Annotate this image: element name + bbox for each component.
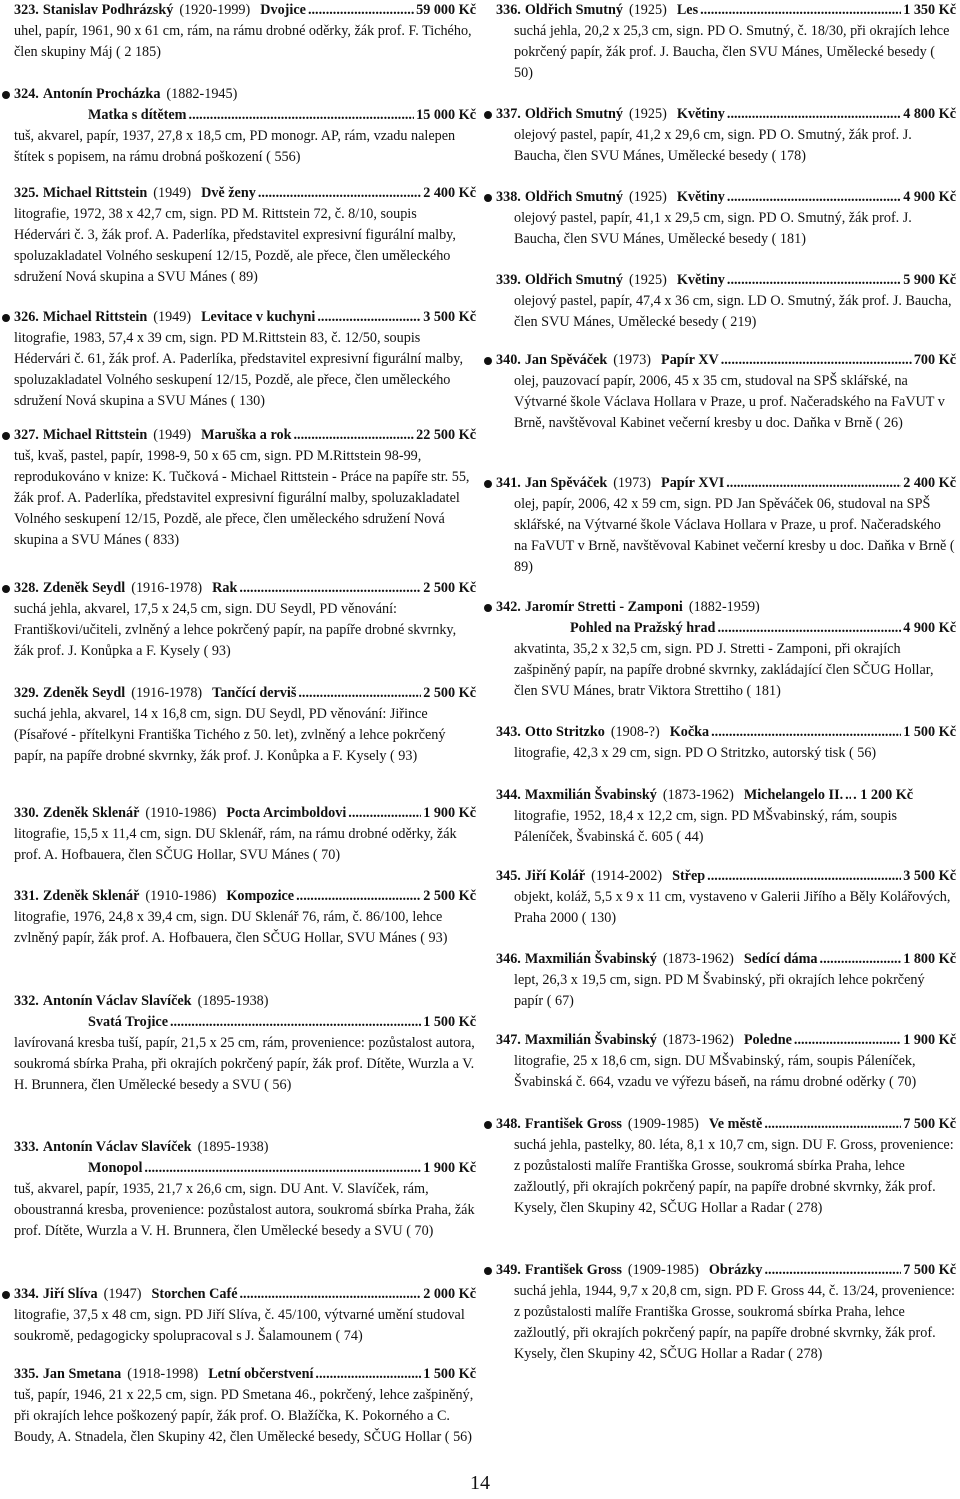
lot-description: lept, 26,3 x 19,5 cm, sign. PD M Švabinský, při okrajích lehce pokrčený papír ( 67)	[514, 972, 925, 1009]
catalog-entry	[14, 307, 476, 412]
entry-heading	[496, 473, 956, 494]
lot-price: 3 500 Kč	[423, 309, 476, 325]
lot-price: 2 400 Kč	[903, 475, 956, 491]
lot-price: 4 800 Kč	[903, 106, 956, 122]
artist-name: Jiří Kolář	[524, 868, 586, 884]
catalog-entry	[496, 350, 956, 434]
entry-heading	[496, 597, 956, 618]
catalog-entry	[14, 991, 476, 1096]
catalog-entry	[14, 84, 476, 168]
artist-name: Oldřich Smutný	[524, 272, 623, 288]
dot-leader	[296, 886, 421, 907]
dot-leader	[240, 1284, 422, 1305]
lot-description: suchá jehla, akvarel, 17,5 x 24,5 cm, sign. DU Seydl, PD věnování: Františkovi/učiteli, zvlněný a lehce pokrčený papír, na papíře drobné skvrnky, žák prof. J. Konůpka a F. Kysely ( 93)	[14, 601, 457, 659]
lot-description: olejový pastel, papír, 41,2 x 29,6 cm, sign. PD O. Smutný, žák prof. J. Baucha, člen SVU Mánes, Umělecké besedy ( 178)	[514, 127, 912, 164]
lot-price: 15 000 Kč	[416, 107, 476, 123]
dot-leader	[707, 866, 901, 887]
artwork-title: Poledne	[743, 1032, 792, 1048]
lot-number: 330.	[14, 805, 39, 821]
lot-description: litografie, 25 x 18,6 cm, sign. DU MŠvabinský, rám, soupis Páleníček, Švabinská č. 664, vzadu ve výřezu báseň, na rámu drobné oděrky ( 70)	[514, 1053, 917, 1090]
dot-leader	[726, 473, 901, 494]
artist-dates: (1910-1986)	[145, 805, 217, 821]
artist-name: František Gross	[524, 1116, 622, 1132]
catalog-entry	[14, 1137, 476, 1242]
lot-number: 343.	[496, 724, 521, 740]
marker-dot-icon	[2, 314, 10, 322]
artist-name: Jan Spěváček	[524, 352, 608, 368]
lot-number: 341.	[496, 475, 521, 491]
lot-price: 1 500 Kč	[423, 1014, 476, 1030]
artist-dates: (1873-1962)	[662, 787, 734, 803]
dot-leader	[711, 722, 901, 743]
lot-price: 3 500 Kč	[903, 868, 956, 884]
artist-dates: (1916-1978)	[131, 685, 203, 701]
catalog-entry	[14, 1364, 476, 1448]
lot-number: 323.	[14, 2, 39, 18]
dot-leader	[298, 683, 421, 704]
lot-description: olejový pastel, papír, 47,4 x 36 cm, sign. LD O. Smutný, žák prof. J. Baucha, člen SVU Mánes, Umělecké besedy ( 219)	[514, 293, 952, 330]
artwork-title: Ve městě	[708, 1116, 763, 1132]
artwork-title: Michelangelo II.	[743, 787, 844, 803]
lot-number: 325.	[14, 185, 39, 201]
artist-dates: (1914-2002)	[591, 868, 663, 884]
artist-dates: (1949)	[153, 185, 192, 201]
lot-description: litografie, 1976, 24,8 x 39,4 cm, sign. DU Sklenář 76, rám, č. 86/100, lehce zvlněný papír, žák prof. A. Hofbauera, člen SČUG Hollar, SVU Mánes ( 93)	[14, 909, 448, 946]
marker-dot-icon	[484, 1267, 492, 1275]
artist-name: Antonín Václav Slavíček	[42, 993, 192, 1009]
artist-name: Michael Rittstein	[42, 185, 148, 201]
artist-dates: (1947)	[103, 1286, 142, 1302]
marker-dot-icon	[2, 91, 10, 99]
artwork-title: Storchen Café	[151, 1286, 238, 1302]
lot-number: 340.	[496, 352, 521, 368]
artwork-title: Sedící dáma	[743, 951, 818, 967]
lot-number: 329.	[14, 685, 39, 701]
lot-price: 2 500 Kč	[423, 580, 476, 596]
artist-name: Zdeněk Sklenář	[42, 888, 140, 904]
marker-dot-icon	[2, 432, 10, 440]
dot-leader	[845, 785, 851, 806]
lot-description: litografie, 1983, 57,4 x 39 cm, sign. PD M.Rittstein 83, č. 12/50, soupis Hédervári č. 61, žák prof. A. Paderlíka, představitel expresivní figurální malby, spoluzakladatel Volného seskupení 12/15, Pozdě, ale přece, člen uměleckého sdružení Nová skupina a SVU Mánes ( 130)	[14, 330, 463, 409]
artist-dates: (1925)	[628, 106, 667, 122]
lot-description: olej, pauzovací papír, 2006, 45 x 35 cm, studoval na SPŠ sklářské, na Výtvarné škole Václava Hollara v Praze, u prof. Načeradského na FaVUT v Brně, navštěvoval Kabinet večerní kresby u doc. Daňka v Brně ( 26)	[514, 373, 945, 431]
dot-leader	[727, 104, 901, 125]
catalog-entry	[496, 0, 956, 84]
artist-name: Oldřich Smutný	[524, 2, 623, 18]
lot-price: 7 500 Kč	[903, 1262, 956, 1278]
entry-heading	[14, 803, 476, 824]
artist-dates: (1882-1945)	[166, 86, 238, 102]
entry-heading	[496, 1114, 956, 1135]
lot-description: tuš, papír, 1946, 21 x 22,5 cm, sign. PD Smetana 46., pokrčený, lehce zašpiněný, při okrajích lehce poškozený papír, žák prof. O. Blažíčka, K. Pokorného a C. Boudy, A. Stnadela, člen Skupiny 42, člen Umělecké besedy, SČUG Hollar ( 56)	[14, 1387, 474, 1445]
artist-dates: (1925)	[628, 189, 667, 205]
lot-price: 22 500 Kč	[416, 427, 476, 443]
lot-price: 2 500 Kč	[423, 888, 476, 904]
entry-heading	[14, 425, 476, 446]
entry-heading	[496, 1260, 956, 1281]
artist-name: Jiří Slíva	[42, 1286, 98, 1302]
lot-description: tuš, akvarel, papír, 1937, 27,8 x 18,5 cm, PD monogr. AP, rám, vzadu nalepen štítek s popisem, na rámu drobná poškození ( 556)	[14, 128, 456, 165]
lot-price: 4 900 Kč	[903, 189, 956, 205]
lot-description: litografie, 1952, 18,4 x 12,2 cm, sign. PD MŠvabinský, rám, soupis Páleníček, Švabinská č. 605 ( 44)	[514, 808, 898, 845]
lot-description: tuš, akvarel, papír, 1935, 21,7 x 26,6 cm, sign. DU Ant. V. Slavíček, rám, oboustranná kresba, provenience: pozůstalost autora, soukromá sbírka Praha, žák prof. Dítěte, Wurzla a V. H. Brunnera, člen Umělecké besedy a SVU ( 70)	[14, 1181, 475, 1239]
entry-heading	[496, 722, 956, 743]
lot-number: 347.	[496, 1032, 521, 1048]
artwork-title: Dvojice	[260, 2, 306, 18]
lot-price: 1 500 Kč	[903, 724, 956, 740]
entry-heading	[14, 578, 476, 599]
artwork-title: Tančící derviš	[212, 685, 297, 701]
dot-leader	[764, 1114, 901, 1135]
lot-description: suchá jehla, akvarel, 14 x 16,8 cm, sign. DU Seydl, PD věnování: Jiřince (Písařové - přítelkyni Františka Tichého z 50. let), zvlněný a lehce pokrčený papír, na papíře drobné skvrnky, žák prof. J. Konůpka a F. Kysely ( 93)	[14, 706, 446, 764]
lot-number: 344.	[496, 787, 521, 803]
entry-heading	[14, 991, 476, 1012]
artist-name: Jan Spěváček	[524, 475, 608, 491]
lot-number: 348.	[496, 1116, 521, 1132]
catalog-entry	[496, 866, 956, 929]
catalog-entry	[496, 597, 956, 702]
dot-leader	[820, 949, 902, 970]
artist-dates: (1973)	[613, 352, 652, 368]
artwork-title: Květiny	[676, 189, 725, 205]
artwork-title: Papír XVI	[661, 475, 725, 491]
entry-heading	[14, 307, 476, 328]
entry-heading	[496, 785, 956, 806]
catalog-entry	[496, 949, 956, 1012]
artist-name: Zdeněk Sklenář	[42, 805, 140, 821]
lot-price: 2 000 Kč	[423, 1286, 476, 1302]
catalog-entry	[14, 183, 476, 288]
catalog-entry	[496, 473, 956, 578]
dot-leader	[794, 1030, 901, 1051]
lot-price: . 1 200 Kč	[853, 787, 914, 803]
entry-heading	[14, 0, 476, 21]
lot-price: 1 500 Kč	[423, 1366, 476, 1382]
dot-leader	[293, 425, 414, 446]
entry-heading	[496, 949, 956, 970]
catalog-entry	[14, 1284, 476, 1347]
artist-name: František Gross	[524, 1262, 622, 1278]
catalog-entry	[14, 0, 476, 63]
artist-name: Antonín Procházka	[42, 86, 161, 102]
entry-title-line	[14, 1158, 476, 1179]
catalog-entry	[14, 683, 476, 767]
artist-dates: (1873-1962)	[662, 1032, 734, 1048]
artist-dates: (1916-1978)	[131, 580, 203, 596]
catalog-entry	[14, 578, 476, 662]
page-number: 14	[470, 1472, 490, 1494]
catalog-entry	[14, 803, 476, 866]
catalog-entry	[496, 1114, 956, 1219]
catalog-entry	[496, 722, 956, 764]
catalog-entry	[496, 187, 956, 250]
lot-price: 1 900 Kč	[423, 805, 476, 821]
catalog-entry	[496, 1260, 956, 1365]
artist-name: Maxmilián Švabinský	[524, 951, 657, 967]
lot-description: litografie, 42,3 x 29 cm, sign. PD O Stritzko, autorský tisk ( 56)	[514, 745, 877, 761]
artwork-title: Dvě ženy	[201, 185, 256, 201]
artwork-title: Rak	[212, 580, 238, 596]
artist-dates: (1949)	[153, 309, 192, 325]
artist-dates: (1925)	[628, 2, 667, 18]
lot-number: 346.	[496, 951, 521, 967]
lot-price: 5 900 Kč	[903, 272, 956, 288]
lot-description: suchá jehla, pastelky, 80. léta, 8,1 x 10,7 cm, sign. DU F. Gross, provenience: z pozůstalosti malíře Františka Grosse, soukromá sbírka Praha, lehce zažloutlý, při okrajích pokrčený papír, na papíře drobné skvrnky, žák prof. Kysely, člen Skupiny 42, SČUG Hollar a Radar ( 278)	[514, 1137, 954, 1216]
artist-name: Antonín Václav Slavíček	[42, 1139, 192, 1155]
artwork-title: Matka s dítětem	[88, 107, 187, 123]
artwork-title: Svatá Trojice	[88, 1014, 168, 1030]
marker-dot-icon	[484, 111, 492, 119]
lot-number: 333.	[14, 1139, 39, 1155]
entry-title-line	[14, 1012, 476, 1033]
artist-dates: (1895-1938)	[197, 1139, 269, 1155]
entry-heading	[14, 886, 476, 907]
entry-heading	[14, 84, 476, 105]
artist-dates: (1910-1986)	[145, 888, 217, 904]
lot-number: 327.	[14, 427, 39, 443]
lot-description: akvatinta, 35,2 x 32,5 cm, sign. PD J. Stretti - Zamponi, při okrajích zašpiněný papír, na papíře drobné skvrnky, zakládající člen SČUG Hollar, člen SVU Mánes, bratr Viktora Strettiho ( 181)	[514, 641, 934, 699]
artwork-title: Letní občerstvení	[208, 1366, 314, 1382]
lot-description: suchá jehla, 1944, 9,7 x 20,8 cm, sign. PD F. Gross 44, č. 13/24, provenience: z pozůstalosti malíře Františka Grosse, soukromá sbírka Praha, lehce zažloutlý, při okrajích pokrčený papír, na papíře drobné skvrnky, žák prof. Kysely, člen Skupiny 42, SČUG Hollar a Radar ( 278)	[514, 1283, 955, 1362]
artist-name: Michael Rittstein	[42, 309, 148, 325]
marker-dot-icon	[484, 604, 492, 612]
dot-leader	[315, 1364, 421, 1385]
artist-name: Oldřich Smutný	[524, 106, 623, 122]
lot-description: lavírovaná kresba tuší, papír, 21,5 x 25 cm, rám, provenience: pozůstalost autora, soukromá sbírka Praha, při okrajích pokrčený papír, žák prof. Dítěte, Wurzla a V. H. Brunnera, člen Umělecké besedy a SVU ( 56)	[14, 1035, 475, 1093]
artwork-title: Levitace v kuchyni	[201, 309, 316, 325]
artwork-title: Střep	[672, 868, 706, 884]
lot-price: 1 900 Kč	[903, 1032, 956, 1048]
dot-leader	[170, 1012, 421, 1033]
artist-name: Jan Smetana	[42, 1366, 122, 1382]
artist-dates: (1949)	[153, 427, 192, 443]
artist-name: Maxmilián Švabinský	[524, 1032, 657, 1048]
artist-name: Stanislav Podhrázský	[42, 2, 174, 18]
lot-number: 342.	[496, 599, 521, 615]
marker-dot-icon	[2, 1291, 10, 1299]
dot-leader	[144, 1158, 421, 1179]
catalog-entry	[496, 270, 956, 333]
dot-leader	[700, 0, 901, 21]
artwork-title: Les	[676, 2, 699, 18]
artwork-title: Květiny	[676, 106, 725, 122]
dot-leader	[764, 1260, 901, 1281]
lot-description: litografie, 15,5 x 11,4 cm, sign. DU Sklenář, rám, na rámu drobné oděrky, žák prof. A. Hofbauera, člen SČUG Hollar, SVU Mánes ( 70)	[14, 826, 457, 863]
artwork-title: Pohled na Pražský hrad	[570, 620, 716, 636]
lot-price: 2 500 Kč	[423, 685, 476, 701]
lot-price: 1 900 Kč	[423, 1160, 476, 1176]
entry-heading	[496, 0, 956, 21]
artist-dates: (1920-1999)	[179, 2, 251, 18]
artwork-title: Kočka	[669, 724, 710, 740]
artist-name: Maxmilián Švabinský	[524, 787, 657, 803]
entry-heading	[14, 1137, 476, 1158]
lot-description: olejový pastel, papír, 41,1 x 29,5 cm, sign. PD O. Smutný, žák prof. J. Baucha, člen SVU Mánes, Umělecké besedy ( 181)	[514, 210, 912, 247]
artwork-title: Papír XV	[661, 352, 719, 368]
entry-heading	[14, 1284, 476, 1305]
lot-price: 700 Kč	[913, 352, 956, 368]
artwork-title: Pocta Arcimboldovi	[226, 805, 347, 821]
dot-leader	[308, 0, 414, 21]
dot-leader	[348, 803, 421, 824]
catalog-entry	[14, 425, 476, 551]
entry-heading	[14, 1364, 476, 1385]
dot-leader	[189, 105, 415, 126]
lot-number: 326.	[14, 309, 39, 325]
artist-dates: (1908-?)	[610, 724, 660, 740]
artist-name: Jaromír Stretti - Zamponi	[524, 599, 683, 615]
lot-number: 332.	[14, 993, 39, 1009]
marker-dot-icon	[484, 1121, 492, 1129]
entry-heading	[496, 1030, 956, 1051]
entry-heading	[496, 270, 956, 291]
entry-title-line	[496, 618, 956, 639]
lot-number: 337.	[496, 106, 521, 122]
marker-dot-icon	[484, 194, 492, 202]
artist-name: Otto Stritzko	[524, 724, 605, 740]
lot-number: 328.	[14, 580, 39, 596]
artist-dates: (1895-1938)	[197, 993, 269, 1009]
lot-description: tuš, kvaš, pastel, papír, 1998-9, 50 x 65 cm, sign. PD M.Rittstein 98-99, reprodukováno v knize: K. Tučková - Michael Rittstein - Práce na papíře str. 55, žák prof. A. Paderlíka, představitel expresivní figurální malby, spoluzakladatel Volného seskupení 12/15, Pozdě, ale přece, člen uměleckého sdružení Nová skupina a SVU Mánes ( 833)	[14, 448, 470, 548]
artwork-title: Monopol	[88, 1160, 143, 1176]
catalog-entry	[496, 1030, 956, 1093]
entry-heading	[496, 866, 956, 887]
entry-heading	[496, 187, 956, 208]
lot-number: 338.	[496, 189, 521, 205]
dot-leader	[727, 270, 901, 291]
artwork-title: Maruška a rok	[201, 427, 292, 443]
artist-dates: (1918-1998)	[127, 1366, 199, 1382]
entry-title-line	[14, 105, 476, 126]
artist-name: Michael Rittstein	[42, 427, 148, 443]
lot-price: 1 800 Kč	[903, 951, 956, 967]
dot-leader	[727, 187, 901, 208]
entry-heading	[14, 683, 476, 704]
lot-number: 334.	[14, 1286, 39, 1302]
dot-leader	[717, 618, 901, 639]
lot-description: olej, papír, 2006, 42 x 59 cm, sign. PD Jan Spěváček 06, studoval na SPŠ sklářské, na Výtvarné škole Václava Hollara v Praze, u prof. Načeradského na FaVUT v Brně, navštěvoval Kabinet večerní kresby u doc. Daňka v Brně ( 89)	[514, 496, 955, 575]
marker-dot-icon	[2, 585, 10, 593]
artist-dates: (1973)	[613, 475, 652, 491]
lot-description: objekt, koláž, 5,5 x 9 x 11 cm, vystaveno v Galerii Jiřího a Běly Kolářových, Praha 2000 ( 130)	[514, 889, 951, 926]
artwork-title: Obrázky	[708, 1262, 763, 1278]
dot-leader	[317, 307, 421, 328]
dot-leader	[721, 350, 912, 371]
artist-dates: (1882-1959)	[688, 599, 760, 615]
artwork-title: Kompozice	[226, 888, 295, 904]
lot-number: 331.	[14, 888, 39, 904]
lot-price: 59 000 Kč	[416, 2, 476, 18]
artist-name: Zdeněk Seydl	[42, 580, 126, 596]
lot-description: suchá jehla, 20,2 x 25,3 cm, sign. PD O. Smutný, č. 18/30, při okrajích lehce pokrčený papír, žák prof. J. Baucha, člen SVU Mánes, Umělecké besedy ( 50)	[514, 23, 950, 81]
artist-dates: (1873-1962)	[662, 951, 734, 967]
lot-number: 336.	[496, 2, 521, 18]
artist-dates: (1909-1985)	[627, 1116, 699, 1132]
lot-description: litografie, 37,5 x 48 cm, sign. PD Jiří Slíva, č. 45/100, výtvarné umění studoval soukromě, pedagogicky spolupracoval s J. Šalamounem ( 74)	[14, 1307, 465, 1344]
lot-price: 2 400 Kč	[423, 185, 476, 201]
lot-number: 324.	[14, 86, 39, 102]
lot-number: 345.	[496, 868, 521, 884]
entry-heading	[496, 350, 956, 371]
catalog-entry	[496, 785, 956, 848]
artist-name: Oldřich Smutný	[524, 189, 623, 205]
artist-name: Zdeněk Seydl	[42, 685, 126, 701]
lot-price: 4 900 Kč	[903, 620, 956, 636]
entry-heading	[14, 183, 476, 204]
dot-leader	[258, 183, 421, 204]
entry-heading	[496, 104, 956, 125]
catalog-entry	[14, 886, 476, 949]
lot-description: litografie, 1972, 38 x 42,7 cm, sign. PD M. Rittstein 72, č. 8/10, soupis Hédervári č. 3, žák prof. A. Paderlíka, představitel expresivní figurální malby, spoluzakladatel Volného seskupení 12/15, Pozdě, ale přece, člen uměleckého sdružení Nová skupina a SVU Mánes ( 89)	[14, 206, 456, 285]
marker-dot-icon	[484, 480, 492, 488]
lot-number: 335.	[14, 1366, 39, 1382]
lot-number: 349.	[496, 1262, 521, 1278]
artist-dates: (1909-1985)	[627, 1262, 699, 1278]
catalog-entry	[496, 104, 956, 167]
artist-dates: (1925)	[628, 272, 667, 288]
lot-number: 339.	[496, 272, 521, 288]
lot-price: 1 350 Kč	[903, 2, 956, 18]
dot-leader	[239, 578, 421, 599]
marker-dot-icon	[484, 357, 492, 365]
lot-price: 7 500 Kč	[903, 1116, 956, 1132]
lot-description: uhel, papír, 1961, 90 x 61 cm, rám, na rámu drobné oděrky, žák prof. F. Tichého, člen skupiny Máj ( 2 185)	[14, 23, 472, 60]
artwork-title: Květiny	[676, 272, 725, 288]
